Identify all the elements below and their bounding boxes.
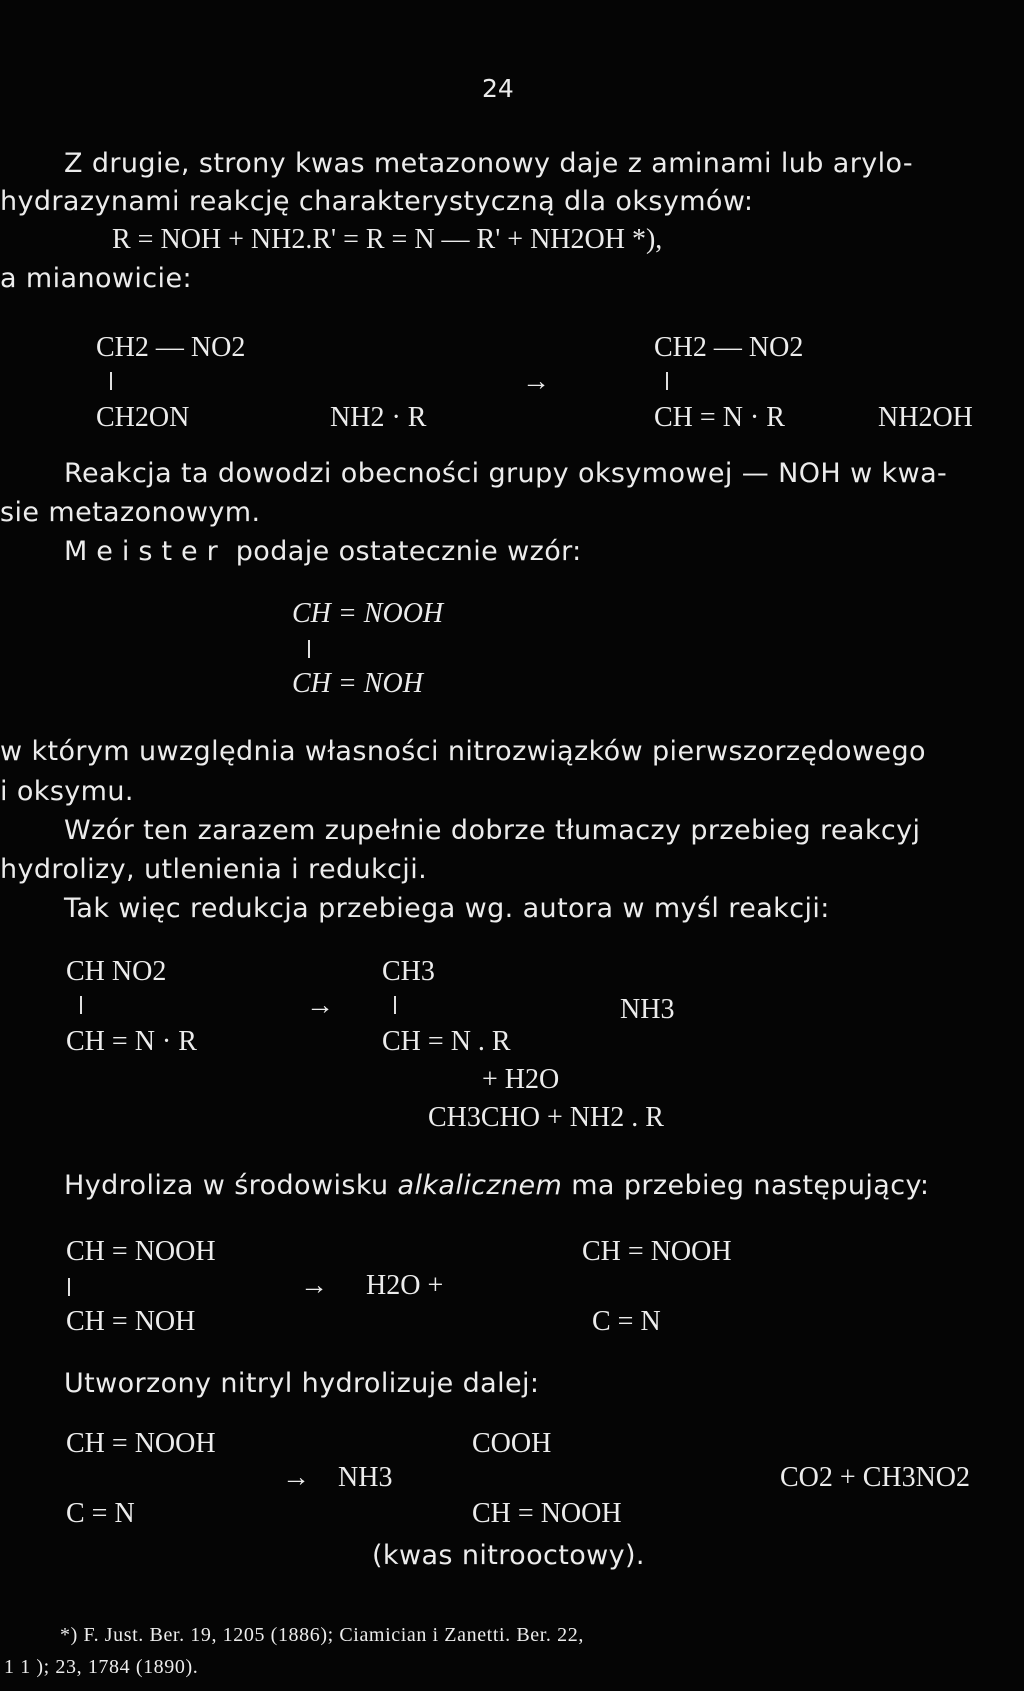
reagent-text: NH2 · R: [330, 402, 427, 433]
formula-text: CH2 — NO2: [654, 332, 804, 363]
formula-text: CH3: [382, 956, 435, 987]
formula-text: CH NO2: [66, 956, 167, 987]
bond-line: [110, 372, 112, 390]
paragraph-line: sie metazonowym.: [0, 497, 261, 528]
formula-text: CH = NOOH: [582, 1236, 732, 1267]
byproduct-text: NH2OH: [878, 402, 973, 433]
bond-line: [68, 1278, 70, 1296]
reagent-text: NH3: [338, 1462, 393, 1493]
arrow-icon: →: [522, 366, 550, 397]
paragraph-line: a mianowicie:: [0, 263, 192, 294]
paragraph-line: Z drugie, strony kwas metazonowy daje z aminami lub arylo-: [64, 148, 914, 179]
paragraph-text: podaje ostatecznie wzór:: [235, 536, 582, 567]
formula-text: COOH: [472, 1428, 552, 1459]
paragraph-line: Utworzony nitryl hydrolizuje dalej:: [64, 1368, 540, 1399]
paragraph-line: [64, 536, 582, 567]
products-text: CO2 + CH3NO2: [780, 1462, 971, 1493]
formula-caption: (kwas nitrooctowy).: [372, 1540, 645, 1571]
bond-line: [666, 372, 668, 390]
formula-text: CH = N . R: [382, 1026, 511, 1057]
products-text: CH3CHO + NH2 . R: [428, 1102, 664, 1133]
paragraph-line: Reakcja ta dowodzi obecności grupy oksymowej — NOH w kwa-: [64, 458, 948, 489]
formula-text: CH = NOH: [292, 668, 423, 699]
formula-text: CH = NOOH: [66, 1428, 216, 1459]
byproduct-text: NH3: [620, 994, 675, 1025]
paragraph-line: Tak więc redukcja przebiega wg. autora w myśl reakcji:: [64, 893, 830, 924]
arrow-icon: →: [282, 1462, 310, 1493]
paragraph-line: w którym uwzględnia własności nitrozwiązków pierwszorzędowego: [0, 736, 926, 767]
bond-line: [308, 640, 310, 658]
formula-text: CH = N · R: [654, 402, 785, 433]
paragraph-text: ma przebieg następujący:: [562, 1170, 930, 1201]
formula-text: CH = NOOH: [472, 1498, 622, 1529]
formula-text: CH = NOOH: [292, 598, 444, 629]
general-formula: R = NOH + NH2.R' = R = N — R' + NH2OH *),: [112, 224, 663, 255]
footnote-line: *) F. Just. Ber. 19, 1205 (1886); Ciamician i Zanetti. Ber. 22,: [60, 1624, 584, 1646]
paragraph-line: hydrazynami reakcję charakterystyczną dla oksymów:: [0, 186, 754, 217]
formula-text: C = N: [66, 1498, 135, 1529]
formula-text: CH = NOH: [66, 1306, 196, 1337]
paragraph-text: Hydroliza w środowisku: [64, 1170, 398, 1201]
reagent-text: H2O +: [366, 1270, 444, 1301]
formula-text: CH = NOOH: [66, 1236, 216, 1267]
footnote-line: 1 1 ); 23, 1784 (1890).: [4, 1656, 199, 1678]
formula-text: CH = N · R: [66, 1026, 197, 1057]
author-name: Meister: [64, 536, 227, 567]
paragraph-line: Wzór ten zarazem zupełnie dobrze tłumaczy przebieg reakcyj: [64, 815, 921, 846]
paragraph-line: i oksymu.: [0, 776, 134, 807]
bond-line: [80, 996, 82, 1014]
paragraph-line: hydrolizy, utlenienia i redukcji.: [0, 854, 428, 885]
reagent-text: + H2O: [482, 1064, 560, 1095]
arrow-icon: →: [306, 990, 334, 1021]
page-number: 24: [482, 74, 514, 103]
arrow-icon: →: [300, 1270, 328, 1301]
emphasis-text: alkalicznem: [397, 1170, 563, 1201]
formula-text: C = N: [592, 1306, 661, 1337]
formula-text: CH2 — NO2: [96, 332, 246, 363]
formula-text: CH2ON: [96, 402, 190, 433]
paragraph-line: [64, 1170, 929, 1201]
bond-line: [394, 996, 396, 1014]
